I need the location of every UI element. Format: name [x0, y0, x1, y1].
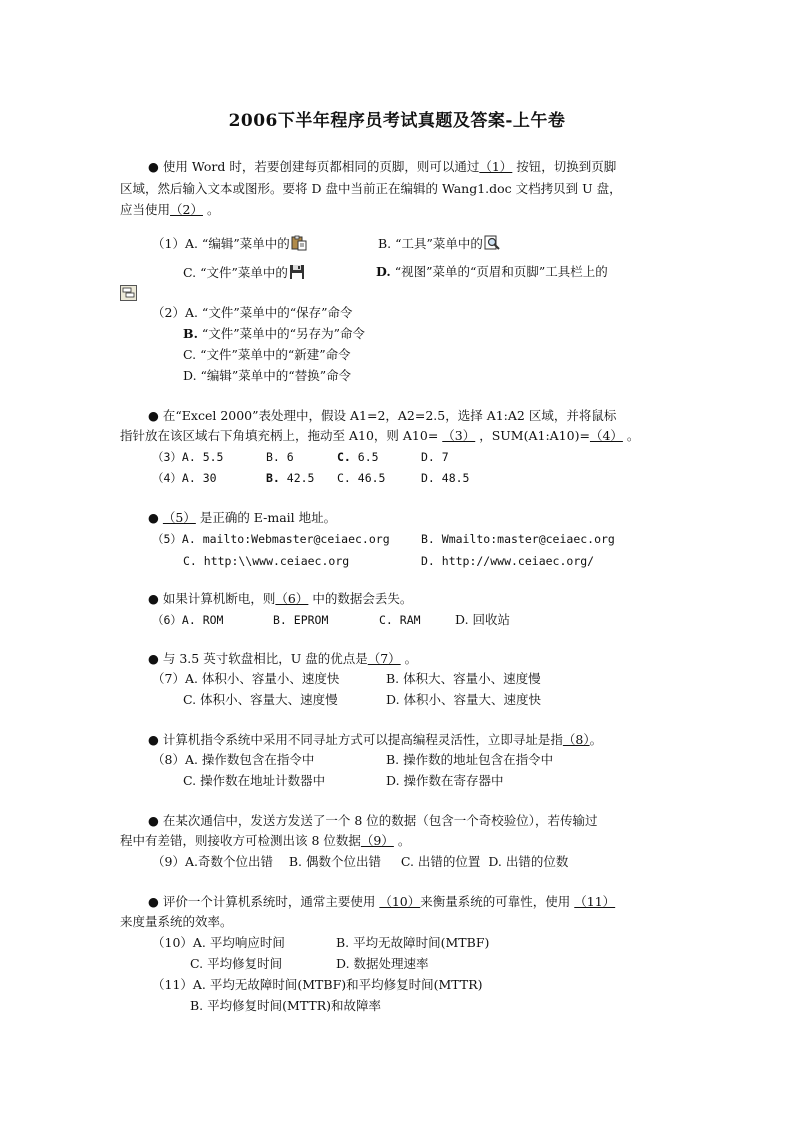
- q5-option-b: B. Wmailto:master@ceiaec.org: [421, 532, 615, 546]
- q3-option-d: D. 7: [421, 450, 449, 464]
- page-title: 2006下半年程序员考试真题及答案-上午卷: [228, 111, 566, 131]
- q6-option-a: （6）A. ROM: [152, 613, 224, 627]
- q4-option-b: B. 42.5: [266, 471, 315, 485]
- q2-option-d: D. “编辑”菜单中的“替换”命令: [183, 368, 352, 383]
- q4-option-a: （4）A. 30: [152, 471, 217, 485]
- q6-option-d: D. 回收站: [455, 612, 511, 627]
- blank-7: （7）: [367, 651, 401, 666]
- q1-option-d-icon-line: [120, 285, 137, 302]
- q11-option-b: B. 平均修复时间(MTTR)和故障率: [190, 998, 382, 1013]
- q5-option-a: （5）A. mailto:Webmaster@ceiaec.org: [152, 532, 390, 546]
- q7-option-a: （7）A. 体积小、容量小、速度快: [152, 671, 340, 686]
- paste-icon: [291, 235, 308, 251]
- q4-option-d: D. 48.5: [421, 471, 470, 485]
- q10-option-d: D. 数据处理速率: [336, 956, 429, 971]
- q7-option-b: B. 体积大、容量小、速度慢: [386, 671, 541, 686]
- q10-option-a: （10）A. 平均响应时间: [152, 935, 285, 950]
- q6-stem: ● 如果计算机断电，则（6） 中的数据会丢失。: [148, 591, 413, 606]
- q7-stem: ● 与 3.5 英寸软盘相比，U 盘的优点是（7） 。: [148, 651, 418, 666]
- q5-option-c: C. http:\\www.ceiaec.org: [183, 554, 350, 568]
- q4-option-c: C. 46.5: [337, 471, 386, 485]
- q1-option-d: D. “视图”菜单的“页眉和页脚”工具栏上的: [376, 264, 608, 279]
- q10-stem-line1: ● 评价一个计算机系统时，通常主要使用 （10）来衡量系统的可靠性，使用 （11）: [148, 894, 616, 909]
- q8-option-a: （8）A. 操作数包含在指令中: [152, 752, 315, 767]
- blank-4: （4）: [589, 428, 623, 443]
- q6-option-c: C. RAM: [379, 613, 421, 627]
- magnifier-icon: [484, 235, 501, 251]
- q8-option-c: C. 操作数在地址计数器中: [183, 773, 326, 788]
- blank-2: （2）: [170, 202, 203, 217]
- q9-stem-line1: ● 在某次通信中，发送方发送了一个 8 位的数据（包含一个奇校验位），若传输过: [148, 813, 598, 828]
- q1-option-c: C. “文件”菜单中的: [183, 264, 306, 281]
- q9-options: （9）A.奇数个位出错 B. 偶数个位出错 C. 出错的位置 D. 出错的位数: [152, 854, 569, 869]
- q7-option-d: D. 体积小、容量大、速度快: [386, 692, 542, 707]
- blank-5: （5）: [162, 510, 196, 525]
- q5-option-d: D. http://www.ceiaec.org/: [421, 554, 595, 568]
- q3-stem-line1: ● 在“Excel 2000”表处理中，假设 A1=2，A2=2.5，选择 A1:A2 区域，并将鼠标: [148, 408, 617, 423]
- q11-option-a: （11）A. 平均无故障时间(MTBF)和平均修复时间(MTTR): [152, 977, 483, 992]
- q8-option-d: D. 操作数在寄存器中: [386, 773, 504, 788]
- blank-11: （11）: [574, 894, 616, 909]
- q3-option-a: （3）A. 5.5: [152, 450, 224, 464]
- q3-stem-line2: 指针放在该区域右下角填充柄上，拖动至 A10，则 A10= （3） ，SUM(A1:A10)=（4） 。: [120, 428, 640, 443]
- q10-stem-line2: 来度量系统的效率。: [120, 914, 233, 929]
- q3-option-b: B. 6: [266, 450, 294, 464]
- blank-6: （6）: [275, 591, 309, 606]
- q1-option-b: B. “工具”菜单中的: [378, 235, 501, 252]
- q7-option-c: C. 体积小、容量大、速度慢: [183, 692, 338, 707]
- blank-8: （8）: [562, 732, 590, 747]
- q2-option-c: C. “文件”菜单中的“新建”命令: [183, 347, 351, 362]
- q2-option-a: （2）A. “文件”菜单中的“保存”命令: [152, 305, 353, 320]
- q1-stem-line3: 应当使用（2） 。: [120, 202, 220, 217]
- q3-option-c: C. 6.5: [337, 450, 379, 464]
- q5-stem: ● （5） 是正确的 E-mail 地址。: [148, 510, 337, 525]
- blank-9: （9）: [360, 833, 394, 848]
- blank-3: （3）: [442, 428, 476, 443]
- header-footer-switch-icon: [120, 285, 137, 301]
- q6-option-b: B. EPROM: [273, 613, 329, 627]
- q10-option-c: C. 平均修复时间: [190, 956, 283, 971]
- q10-option-b: B. 平均无故障时间(MTBF): [336, 935, 490, 950]
- floppy-disk-icon: [289, 264, 306, 280]
- q1-option-a: （1）A. “编辑”菜单中的: [152, 235, 308, 252]
- q8-option-b: B. 操作数的地址包含在指令中: [386, 752, 554, 767]
- q1-stem-line2: 区域，然后输入文本或图形。要将 D 盘中当前正在编辑的 Wang1.doc 文档拷贝到 U 盘，: [120, 181, 622, 196]
- blank-10: （10）: [379, 894, 421, 909]
- blank-1: （1）: [479, 159, 513, 174]
- q8-stem: ● 计算机指令系统中采用不同寻址方式可以提高编程灵活性，立即寻址是指（8）。: [148, 732, 603, 747]
- q1-stem-line1: ● 使用 Word 时，若要创建每页都相同的页脚，则可以通过（1） 按钮，切换到页脚: [148, 159, 617, 174]
- q2-option-b: B. “文件”菜单中的“另存为”命令: [183, 326, 365, 341]
- q9-stem-line2: 程中有差错，则接收方可检测出该 8 位数据（9） 。: [120, 833, 411, 848]
